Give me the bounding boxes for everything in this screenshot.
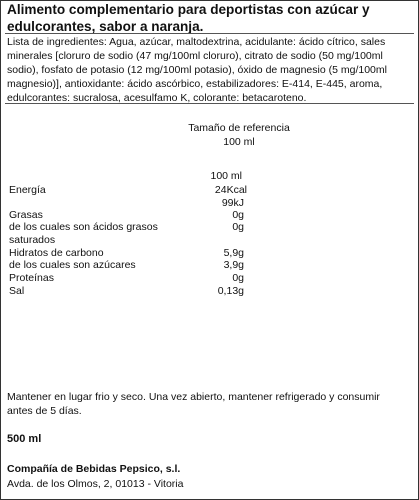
storage-line-1: Mantener en lugar frio y seco. Una vez abierto, mantener refrigerado y consumir (7, 391, 380, 403)
protein-label: Proteínas (9, 272, 54, 284)
company-address: Avda. de los Olmos, 2, 01013 - Vitoria (7, 478, 184, 490)
saturated-fat-value: 0g (232, 221, 244, 233)
company-name: Compañía de Bebidas Pepsico, s.l. (7, 463, 181, 475)
ingredients-line-3: sodio), fosfato de potasio (12 mg/100ml potasio), óxido de magnesio (5 mg/100ml (7, 64, 387, 76)
ingredients-list (7, 35, 411, 105)
carbohydrates-value: 5,9g (223, 247, 244, 259)
reference-size-amount: 100 ml (223, 135, 255, 148)
reference-size-label: Tamaño de referencia (188, 122, 290, 134)
column-header: 100 ml (210, 170, 242, 182)
ingredients-line-5: edulcorantes: sucralosa, acesulfamo K, colorante: betacaroteno. (7, 92, 307, 104)
ingredients-line-1: Lista de ingredientes: Agua, azúcar, maltodextrina, acidulante: ácido cítrico, sales (7, 36, 386, 48)
saturated-fat-label-line-1: de los cuales son ácidos grasos (9, 221, 158, 233)
storage-line-2: antes de 5 días. (7, 405, 82, 417)
ingredients-line-2: minerales [cloruro de sodio (47 mg/100ml cloruro), citrato de sodio (50 mg/100ml (7, 50, 383, 62)
net-volume: 500 ml (7, 433, 42, 445)
ingredients-line-4: magnesio)], antioxidante: ácido ascórbico, estabilizadores: E-414, E-445, aroma, (7, 78, 383, 90)
fat-label: Grasas (9, 209, 43, 221)
divider (5, 103, 414, 104)
energy-kj-value: 99kJ (221, 197, 244, 209)
fat-value: 0g (232, 209, 244, 221)
product-title-line-1: Alimento complementario para deportistas con azúcar y (7, 2, 370, 17)
energy-kcal-value: 24Kcal (214, 184, 247, 196)
saturated-fat-label-line-2: saturados (9, 234, 56, 246)
reference-size (179, 122, 299, 149)
divider (5, 33, 414, 34)
carbohydrates-label: Hidratos de carbono (9, 247, 104, 259)
salt-label: Sal (9, 285, 25, 297)
protein-value: 0g (232, 272, 244, 284)
sugars-label: de los cuales son azúcares (9, 259, 136, 271)
salt-value: 0,13g (217, 285, 244, 297)
sugars-value: 3,9g (223, 259, 244, 271)
product-title (7, 2, 412, 35)
product-title-line-2: edulcorantes, sabor a naranja. (7, 18, 204, 34)
energy-label: Energía (9, 184, 46, 196)
